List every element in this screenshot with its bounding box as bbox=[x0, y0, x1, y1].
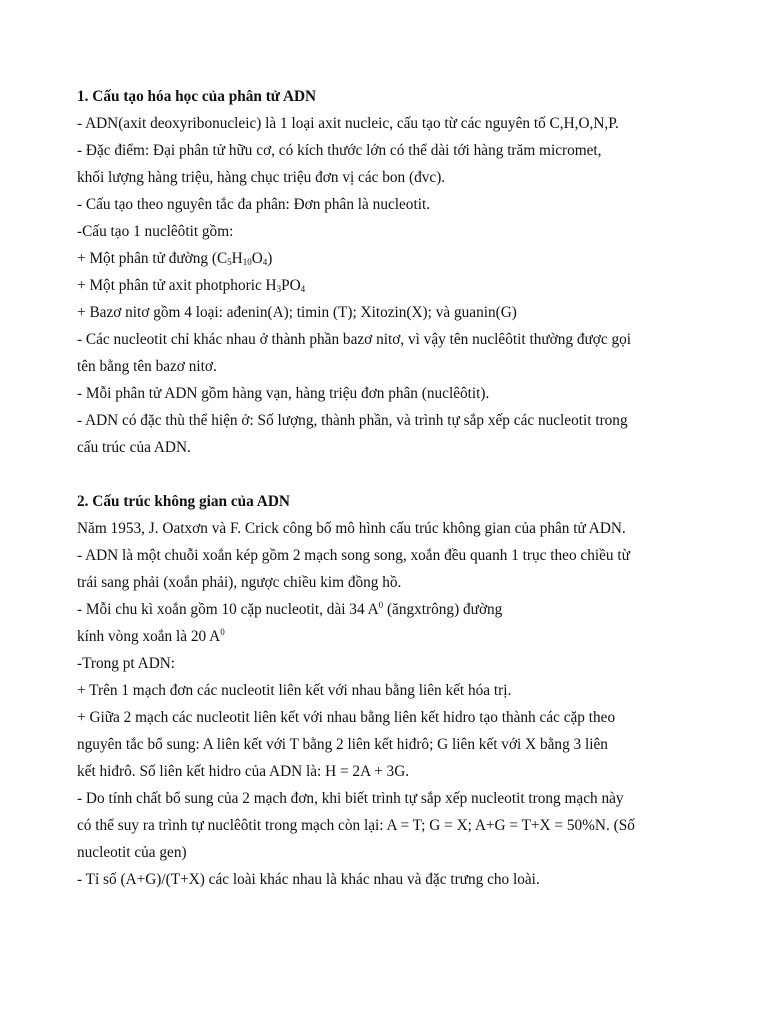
paragraph-line: trái sang phải (xoắn phải), ngược chiều kim đồng hồ. bbox=[77, 574, 402, 591]
sugar-formula-line bbox=[77, 245, 717, 272]
text-run: + Một phân tử đường (C bbox=[77, 250, 228, 267]
text-run: O bbox=[251, 250, 263, 267]
paragraph-line: khối lượng hàng triệu, hàng chục triệu đơn vị các bon (đvc). bbox=[77, 169, 446, 186]
paragraph-line: - ADN là một chuỗi xoắn kép gồm 2 mạch song song, xoắn đều quanh 1 trục theo chiều từ bbox=[77, 547, 630, 564]
helix-diameter-line bbox=[77, 623, 717, 650]
text-run: kính vòng xoắn là 20 A bbox=[77, 628, 221, 645]
paragraph-line: tên bằng tên bazơ nitơ. bbox=[77, 358, 217, 375]
subscript: 5 bbox=[227, 257, 232, 267]
paragraph-line: - Đặc điểm: Đại phân tử hữu cơ, có kích thước lớn có thể dài tới hàng trăm micromet, bbox=[77, 142, 602, 159]
text-run: - Mỗi chu kì xoắn gồm 10 cặp nucleotit, dài 34 A bbox=[77, 601, 379, 618]
paragraph-line: + Giữa 2 mạch các nucleotit liên kết với nhau bằng liên kết hidro tạo thành các cặp theo bbox=[77, 709, 616, 726]
subscript: 3 bbox=[276, 284, 282, 294]
paragraph-line: -Trong pt ADN: bbox=[77, 655, 176, 672]
paragraph-line: - Tỉ số (A+G)/(T+X) các loài khác nhau là khác nhau và đặc trưng cho loài. bbox=[77, 871, 540, 888]
paragraph-line: + Trên 1 mạch đơn các nucleotit liên kết với nhau bằng liên kết hóa trị. bbox=[77, 682, 512, 699]
document-body bbox=[77, 83, 717, 893]
section-2-heading: 2. Cấu trúc không gian của ADN bbox=[77, 493, 290, 510]
subscript: 4 bbox=[300, 284, 306, 294]
superscript: 0 bbox=[220, 627, 225, 637]
paragraph-line: + Bazơ nitơ gồm 4 loại: ađenin(A); timin (T); Xitozin(X); và guanin(G) bbox=[77, 304, 517, 321]
paragraph-line: - Các nucleotit chỉ khác nhau ở thành phần bazơ nitơ, vì vậy tên nuclêôtit thường được gọi bbox=[77, 331, 632, 348]
section-1-heading: 1. Cấu tạo hóa học của phân tử ADN bbox=[77, 88, 317, 105]
text-run: H bbox=[231, 250, 243, 267]
paragraph-line: cấu trúc của ADN. bbox=[77, 439, 191, 456]
subscript: 10 bbox=[242, 257, 252, 267]
paragraph-line: kết hiđrô. Số liên kết hidro của ADN là: H = 2A + 3G. bbox=[77, 763, 410, 780]
paragraph-line: - ADN(axit deoxyribonucleic) là 1 loại axit nucleic, cấu tạo từ các nguyên tố C,H,O,N,P. bbox=[77, 115, 619, 132]
paragraph-line: Năm 1953, J. Oatxơn và F. Crick công bố mô hình cấu trúc không gian của phân tử ADN. bbox=[77, 520, 626, 537]
paragraph-line: nucleotit của gen) bbox=[77, 844, 187, 861]
text-run: PO bbox=[281, 277, 301, 294]
paragraph-line: nguyên tắc bổ sung: A liên kết với T bằng 2 liên kết hiđrô; G liên kết với X bằng 3 liên bbox=[77, 736, 608, 753]
helix-cycle-line bbox=[77, 596, 717, 623]
acid-formula-line bbox=[77, 272, 717, 299]
paragraph-line: -Cấu tạo 1 nuclêôtit gồm: bbox=[77, 223, 234, 240]
paragraph-line: - ADN có đặc thù thể hiện ở: Số lượng, thành phần, và trình tự sắp xếp các nucleotit trong bbox=[77, 412, 628, 429]
text-run: + Một phân tử axit photphoric H bbox=[77, 277, 277, 294]
text-run: ) bbox=[267, 250, 273, 267]
text-run: (ăngxtrông) đường bbox=[383, 601, 503, 618]
paragraph-line: - Cấu tạo theo nguyên tắc đa phân: Đơn phân là nucleotit. bbox=[77, 196, 431, 213]
paragraph-line: - Mỗi phân tử ADN gồm hàng vạn, hàng triệu đơn phân (nuclêôtit). bbox=[77, 385, 490, 402]
subscript: 4 bbox=[262, 257, 268, 267]
superscript: 0 bbox=[378, 600, 384, 610]
paragraph-line: có thể suy ra trình tự nuclêôtit trong mạch còn lại: A = T; G = X; A+G = T+X = 50%N. (Số bbox=[77, 817, 635, 834]
paragraph-line: - Do tính chất bổ sung của 2 mạch đơn, khi biết trình tự sắp xếp nucleotit trong mạch này bbox=[77, 790, 624, 807]
section-spacer bbox=[77, 461, 717, 488]
